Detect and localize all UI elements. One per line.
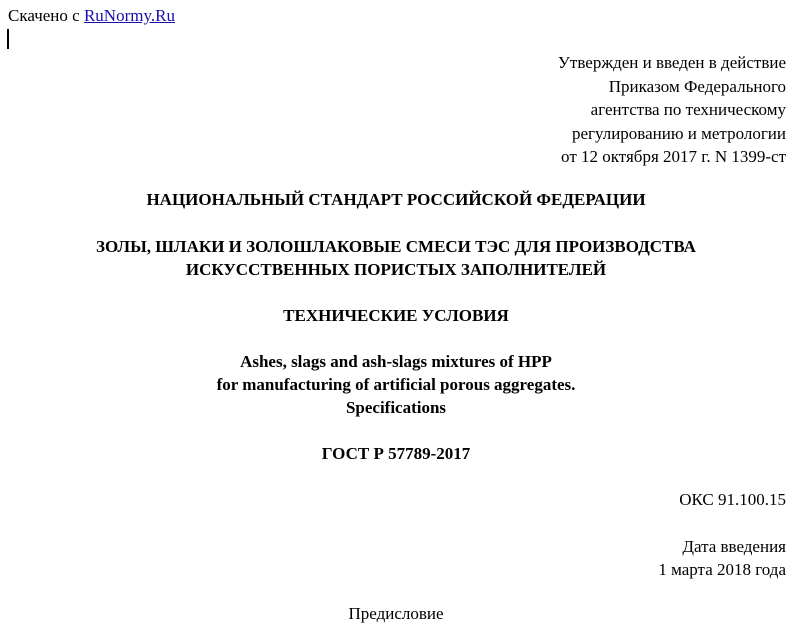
source-prefix: Скачено с	[8, 6, 80, 25]
intro-date-block	[658, 535, 786, 581]
national-standard-heading	[0, 188, 792, 211]
russian-title-line: ЗОЛЫ, ШЛАКИ И ЗОЛОШЛАКОВЫЕ СМЕСИ ТЭС ДЛЯ ПРОИЗВОДСТВА	[96, 237, 696, 256]
intro-date-value: 1 марта 2018 года	[658, 560, 786, 579]
approval-block	[558, 51, 786, 169]
english-title-line: for manufacturing of artificial porous aggregates.	[216, 375, 576, 394]
approval-line: от 12 октября 2017 г. N 1399-ст	[561, 147, 786, 166]
national-standard-text: НАЦИОНАЛЬНЫЙ СТАНДАРТ РОССИЙСКОЙ ФЕДЕРАЦИИ	[146, 190, 646, 209]
approval-line: Приказом Федерального	[608, 76, 786, 96]
russian-title-line: ИСКУССТВЕННЫХ ПОРИСТЫХ ЗАПОЛНИТЕЛЕЙ	[185, 260, 607, 279]
english-title-line: Ashes, slags and ash-slags mixtures of HPP	[240, 352, 552, 371]
approval-line: регулированию и метрологии	[571, 123, 786, 143]
gost-code	[0, 442, 792, 465]
approval-line: агентства по техническому	[590, 100, 786, 119]
oks-code	[679, 488, 786, 511]
gost-code-text: ГОСТ Р 57789-2017	[321, 444, 471, 463]
intro-date-label: Дата введения	[682, 537, 786, 556]
text-cursor	[7, 29, 9, 49]
approval-line: Утвержден и введен в действие	[557, 53, 786, 72]
oks-code-text: ОКС 91.100.15	[679, 490, 786, 509]
english-title-line: Specifications	[345, 398, 447, 417]
source-line	[8, 5, 175, 27]
technical-conditions-text: ТЕХНИЧЕСКИЕ УСЛОВИЯ	[283, 306, 509, 325]
runormy-link[interactable]: RuNormy.Ru	[83, 6, 175, 25]
preface-text: Предисловие	[348, 604, 444, 623]
technical-conditions-heading	[0, 304, 792, 327]
preface-heading	[0, 602, 792, 625]
english-title	[0, 350, 792, 419]
russian-title	[0, 235, 792, 281]
